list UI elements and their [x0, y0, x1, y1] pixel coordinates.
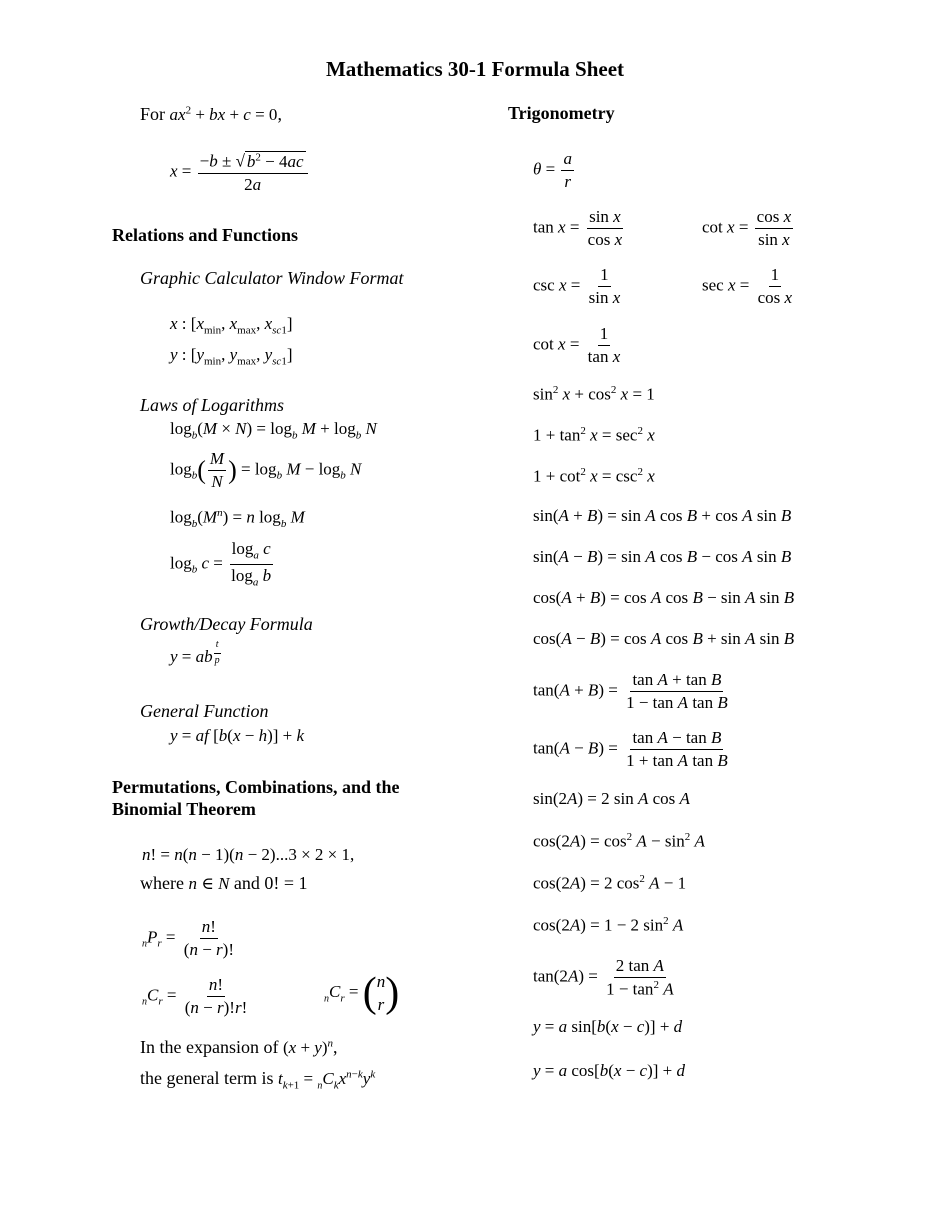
- sec-identity: sec x = $\frac{1}{\text{cos x}}$: [702, 265, 793, 307]
- combination-binomial-notation: $_nC_r$ = ( n r ): [324, 970, 400, 1016]
- tan-double-angle: tan(2A) = $\frac{\text{2 tan A}}{1 - \tan^2 A}$: [533, 956, 674, 999]
- tan-identity: tan x = $\frac{\text{sin x}}{\text{cos x}}$: [533, 207, 623, 249]
- y-window-format: y : [$y_{min}$, $y_{max}$, $y_{sc1}$]: [170, 345, 293, 368]
- log-change-of-base: $\log_b c$ = $\frac{\log_a c}{\log_a b}$: [170, 539, 272, 589]
- factorial-zero: and 0! = 1: [233, 873, 308, 893]
- growth-decay-formula: y = ab $^{\frac{t}{p}}$: [170, 639, 220, 667]
- cot-reciprocal-identity: cot x = $\frac{1}{\text{tan x}}$: [533, 324, 621, 366]
- logs-heading: Laws of Logarithms: [140, 395, 285, 415]
- quadratic-intro: For: [140, 104, 166, 124]
- tan-sum-identity: tan(A + B) = $\frac{\text{tan A + tan B}}{\text{1 − tan A tan B}}$: [533, 670, 728, 712]
- cos-double-angle-1: $\cos(2A) = \cos^2 A - \sin^2 A$: [533, 831, 705, 851]
- page-title: Mathematics 30-1 Formula Sheet: [325, 57, 625, 81]
- permutations-heading-line1: Permutations, Combinations, and the: [112, 777, 400, 797]
- sin-double-angle: sin(2A) = 2 sin A cos A: [533, 789, 690, 808]
- quadratic-formula: x = $\frac{-b \pm √ b^2 - 4ac}{2a}$: [170, 152, 310, 193]
- factorial-definition: n! = n(n − 1)(n − 2)...3 × 2 × 1,: [142, 845, 355, 864]
- cot-quotient-identity: cot x = $\frac{\text{cos x}}{\text{sin x}}$: [702, 207, 792, 249]
- csc-identity: csc x = $\frac{1}{\text{sin x}}$: [533, 265, 621, 307]
- sin-difference-identity: sin(A − B) = sin A cos B − cos A sin B: [533, 547, 792, 566]
- theta-formula: θ = $\frac{a}{r}$: [533, 149, 572, 191]
- cos-sum-identity: cos(A + B) = cos A cos B − sin A sin B: [533, 588, 795, 607]
- permutation-formula: $_nP_r$ = $\frac{n!}{(n - r)!}$: [142, 917, 234, 959]
- cos-difference-identity: cos(A − B) = cos A cos B + sin A sin B: [533, 629, 795, 648]
- log-quotient-law: $\log_b$( $\frac{M}{N}$ ) = $\log_b M - \log_b N$: [170, 449, 362, 491]
- expansion-intro: In the expansion of: [140, 1037, 279, 1057]
- x-window-format: x : [$x_{min}$, $x_{max}$, $x_{sc1}$]: [170, 314, 293, 337]
- pythagorean-identity-3: $1 + \cot^2 x = \csc^2 x$: [533, 466, 655, 486]
- general-term-statement: the general term is $t_{k+1} = _nC_kx^{n-k}y^k$: [140, 1068, 376, 1092]
- expansion-statement: In the expansion of $(x + y)^n$,: [140, 1037, 338, 1057]
- trigonometry-heading: Trigonometry: [508, 103, 615, 123]
- factorial-where: where: [140, 873, 184, 893]
- growth-heading: Growth/Decay Formula: [140, 614, 313, 634]
- pythagorean-identity-2: $1 + \tan^2 x = \sec^2 x$: [533, 425, 655, 445]
- log-product-law: $\log_b(M \times N) = \log_b M + \log_b N$: [170, 419, 377, 442]
- combination-formula: $_nC_r$ = $\frac{n!}{(n - r)!r!}$: [142, 975, 248, 1017]
- tan-difference-identity: tan(A − B) = $\frac{\text{tan A − tan B}}{\text{1 + tan A tan B}}$: [533, 728, 728, 770]
- calculator-heading: Graphic Calculator Window Format: [140, 268, 404, 288]
- relations-heading: Relations and Functions: [112, 225, 299, 245]
- cos-double-angle-2: cos(2A) = 2 $\cos^2 A - 1$: [533, 873, 687, 893]
- factorial-condition: where n ∈ N and 0! = 1: [140, 873, 308, 893]
- quadratic-equation: For $ax^2$ + bx + c = 0,: [140, 104, 282, 124]
- cos-double-angle-3: cos(2A) = 1 − 2 $\sin^2 A$: [533, 915, 684, 935]
- general-function-formula: y = af [b(x − h)] + k: [170, 726, 305, 745]
- log-power-law: $\log_b(M^n) = n$ $\log_b M$: [170, 507, 305, 531]
- sinusoidal-cos-function: y = a cos[b(x − c)] + d: [533, 1061, 685, 1080]
- sin-sum-identity: sin(A + B) = sin A cos B + cos A sin B: [533, 506, 792, 525]
- quadratic-suffix: ,: [277, 104, 282, 124]
- pythagorean-identity-1: $\sin^2 x + \cos^2 x = 1$: [533, 384, 655, 404]
- general-term-intro: the general term is: [140, 1068, 274, 1088]
- permutations-heading-line2: Binomial Theorem: [112, 799, 256, 819]
- general-function-heading: General Function: [140, 701, 269, 721]
- sinusoidal-sin-function: y = a sin[b(x − c)] + d: [533, 1017, 683, 1036]
